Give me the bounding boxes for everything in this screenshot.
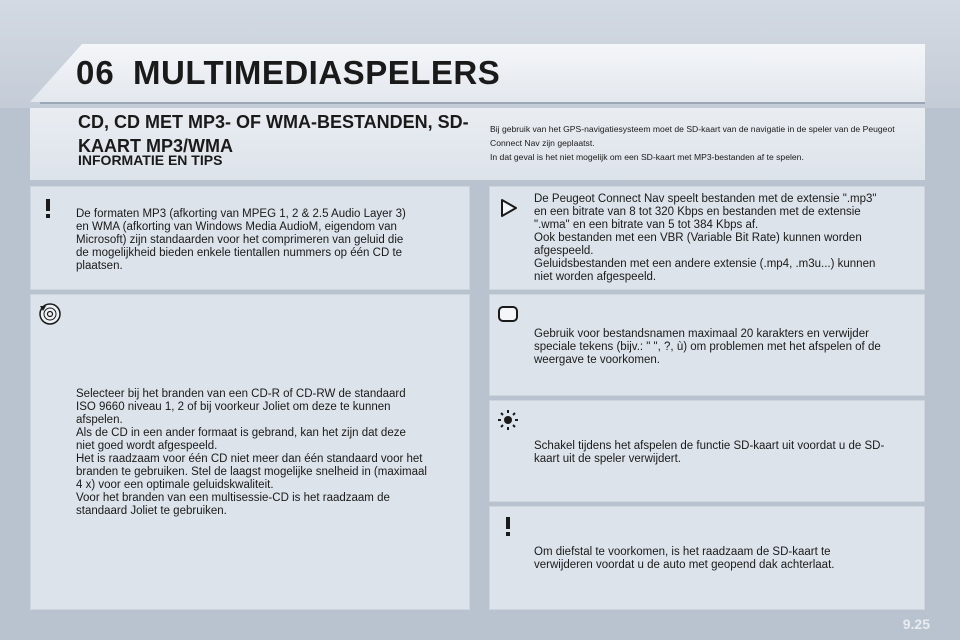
burning-text: Selecteer bij het branden van een CD-R of CD-RW de standaard ISO 9660 niveau 1, 2 of bij voorkeur Joliet om deze te kunnen afspelen. Als de CD in een ander formaat is gebrand, kan het zijn dat deze niet goed wordt afgespeeld. Het is raadzaam voor één CD niet meer dan één standaard voor het branden te gebruiken. Stel de laagst mogelijke snelheid in (maximaal 4 x) voor een optimale geluidskwaliteit. Voor het branden van een multisessie-CD is het raadzaam de standaard Joliet te gebruiken. [76, 388, 427, 517]
header-divider [40, 102, 925, 104]
filenames-text: Gebruik voor bestandsnamen maximaal 20 karakters en verwijder speciale tekens (bijv.: " ", ?, ù) om problemen met het afspelen of de weergave te voorkomen. [534, 328, 881, 366]
warning-icon [496, 514, 520, 538]
section-subtitle: INFORMATIE EN TIPS [78, 152, 223, 168]
tip-icon [496, 408, 520, 432]
extensions-text: De Peugeot Connect Nav speelt bestanden met de extensie ".mp3" en een bitrate van 8 tot 320 Kbps en bestanden met de extensie ".wma" en een bitrate van 5 tot 384 Kbps af. Ook bestanden met een VBR (Variable Bit Rate) kunnen worden afgespeeld. Geluidsbestanden met een andere extensie (.mp4, .m3u...) kunnen niet worden afgespeeld. [534, 193, 877, 283]
intro-text: Bij gebruik van het GPS-navigatiesysteem moet de SD-kaart van de navigatie in de speler van de Peugeot Connect Nav zijn geplaatst. In dat geval is het niet mogelijk om een SD-kaart met MP3-bestanden af te spelen. [490, 124, 895, 162]
sdcard-text: Schakel tijdens het afspelen de functie SD-kaart uit voordat u de SD- kaart uit de speler verwijdert. [534, 440, 885, 465]
page-number: 9.25 [902, 616, 930, 632]
chapter-number: 06 [76, 54, 115, 91]
section-title: CD, CD MET MP3- OF WMA-BESTANDEN, SD-KAART MP3/WMA [78, 112, 469, 156]
play-icon [496, 196, 520, 220]
note-icon [496, 302, 520, 326]
theft-text: Om diefstal te voorkomen, is het raadzaam de SD-kaart te verwijderen voordat u de auto met geopend dak achterlaat. [534, 546, 835, 571]
page-title: MULTIMEDIASPELERS [133, 54, 501, 91]
cd-icon [38, 302, 62, 326]
formats-text: De formaten MP3 (afkorting van MPEG 1, 2 & 2.5 Audio Layer 3) en WMA (afkorting van Windows Media AudioM, eigendom van Microsoft) zijn standaarden voor het comprimeren van geluid die de mogelijkheid bieden enkele tientallen nummers op één CD te plaatsen. [76, 208, 406, 272]
warning-icon [36, 196, 60, 220]
